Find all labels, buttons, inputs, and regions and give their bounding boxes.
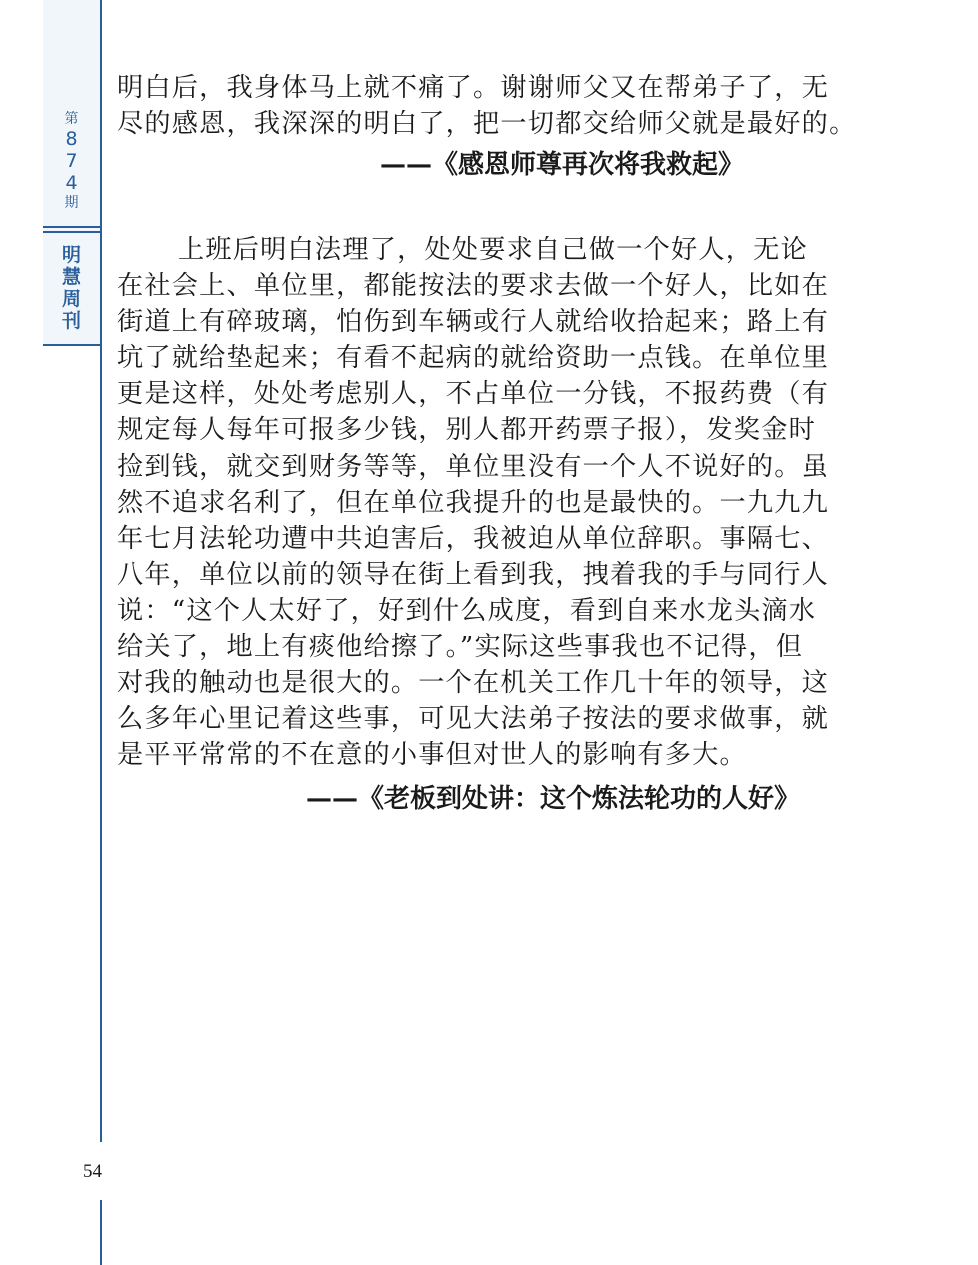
text-line: 对我的触动也是很大的。一个在机关工作几十年的领导，这	[117, 668, 830, 699]
text-line: 年七月法轮功遭中共迫害后，我被迫从单位辞职。事隔七、	[117, 523, 830, 554]
text-line: 坑了就给垫起来；有看不起病的就给资助一点钱。在单位里	[117, 343, 830, 374]
article-source-2: ——《老板到处讲：这个炼法轮功的人好》	[306, 784, 801, 814]
text-line: 然不追求名利了，但在单位我提升的也是最快的。一九九九	[117, 487, 830, 518]
text-line: 给关了，地上有痰他给擦了。”实际这些事我也不记得，但	[117, 632, 804, 663]
text-line: 是平平常常的不在意的小事但对世人的影响有多大。	[117, 740, 747, 771]
sidebar-divider-line-lower	[100, 1200, 102, 1265]
text-line: 规定每人每年可报多少钱，别人都开药票子报），发奖金时	[117, 415, 816, 446]
journal-name-char: 明	[61, 244, 81, 266]
text-line: 在社会上、单位里，都能按法的要求去做一个好人，比如在	[117, 271, 830, 302]
issue-digit: 8	[65, 128, 78, 150]
text-line: 尽的感恩，我深深的明白了，把一切都交给师父就是最好的。	[117, 109, 857, 140]
text-line: 八年，单位以前的领导在街上看到我，拽着我的手与同行人	[117, 559, 830, 590]
journal-name-char: 慧	[61, 266, 81, 288]
sidebar-rule-bottom	[43, 344, 102, 346]
journal-name-char: 周	[61, 288, 81, 310]
text-line: 更是这样，处处考虑别人，不占单位一分钱，不报药费（有	[117, 379, 830, 410]
page-number: 54	[83, 1161, 102, 1182]
journal-name-char: 刊	[61, 310, 81, 332]
text-line: 街道上有碎玻璃，怕伤到车辆或行人就给收拾起来；路上有	[117, 307, 830, 338]
paragraph-section-1	[117, 70, 865, 142]
sidebar-rule-top-secondary	[43, 231, 102, 233]
text-line: 说：“这个人太好了，好到什么成度，看到自来水龙头滴水	[117, 595, 817, 626]
text-line: 上班后明白法理了，处处要求自己做一个好人，无论	[178, 235, 808, 265]
issue-prefix: 第	[64, 111, 79, 127]
journal-name	[43, 244, 100, 332]
sidebar-divider-line	[100, 0, 102, 1142]
text-line: 明白后，我身体马上就不痛了。谢谢师父又在帮弟子了，无	[117, 73, 830, 103]
article-source-1: ——《感恩师尊再次将我救起》	[380, 150, 745, 180]
issue-number	[43, 110, 100, 212]
issue-suffix: 期	[64, 195, 79, 211]
issue-digit: 4	[65, 172, 78, 194]
text-line: 么多年心里记着这些事，可见大法弟子按法的要求做事，就	[117, 704, 830, 735]
sidebar-rule-top	[43, 226, 102, 228]
issue-digit: 7	[65, 150, 78, 172]
text-line: 捡到钱，就交到财务等等，单位里没有一个人不说好的。虽	[117, 451, 830, 482]
paragraph-section-2	[117, 232, 865, 773]
